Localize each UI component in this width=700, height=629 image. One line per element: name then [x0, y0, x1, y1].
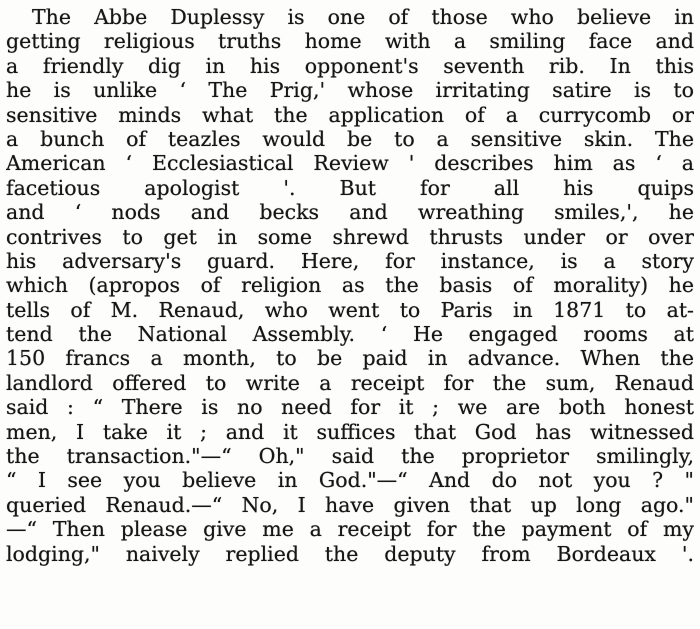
text-line-21: queried Renaud.—“ No, I have given that up long ago."	[6, 492, 694, 517]
text-line-22: —“ Then please give me a receipt for the payment of my	[6, 517, 694, 542]
text-line-5: sensitive minds what the application of a currycomb or	[6, 102, 694, 127]
text-line-23: lodging," naively replied the deputy from Bordeaux '.	[6, 541, 694, 566]
text-line-2: getting religious truths home with a smiling face and	[6, 29, 694, 54]
text-line-3: a friendly dig in his opponent's seventh rib. In this	[6, 53, 694, 78]
text-line-11: his adversary's guard. Here, for instance, is a story	[6, 248, 694, 273]
text-line-16: landlord offered to write a receipt for the sum, Renaud	[6, 370, 694, 395]
text-line-15: 150 francs a month, to be paid in advance. When the	[6, 346, 694, 371]
article-column	[6, 5, 694, 566]
text-line-19: the transaction."—“ Oh," said the proprietor smilingly,	[6, 444, 694, 469]
text-line-18: men, I take it ; and it suffices that God has witnessed	[6, 419, 694, 444]
text-line-10: contrives to get in some shrewd thrusts under or over	[6, 224, 694, 249]
text-line-9: and ‘ nods and becks and wreathing smiles,', he	[6, 200, 694, 225]
text-line-20: “ I see you believe in God."—“ And do not you ? "	[6, 468, 694, 493]
text-line-17: said : “ There is no need for it ; we are both honest	[6, 395, 694, 420]
text-line-4: he is unlike ‘ The Prig,' whose irritating satire is to	[6, 78, 694, 103]
text-line-14: tend the National Assembly. ‘ He engaged rooms at	[6, 322, 694, 347]
text-line-7: American ‘ Ecclesiastical Review ' describes him as ‘ a	[6, 151, 694, 176]
text-line-8: facetious apologist '. But for all his quips	[6, 175, 694, 200]
text-line-1: The Abbe Duplessy is one of those who believe in	[32, 5, 694, 29]
text-line-6: a bunch of teazles would be to a sensitive skin. The	[6, 126, 694, 151]
text-line-12: which (apropos of religion as the basis of morality) he	[6, 273, 694, 298]
text-line-13: tells of M. Renaud, who went to Paris in 1871 to at-	[6, 297, 694, 322]
